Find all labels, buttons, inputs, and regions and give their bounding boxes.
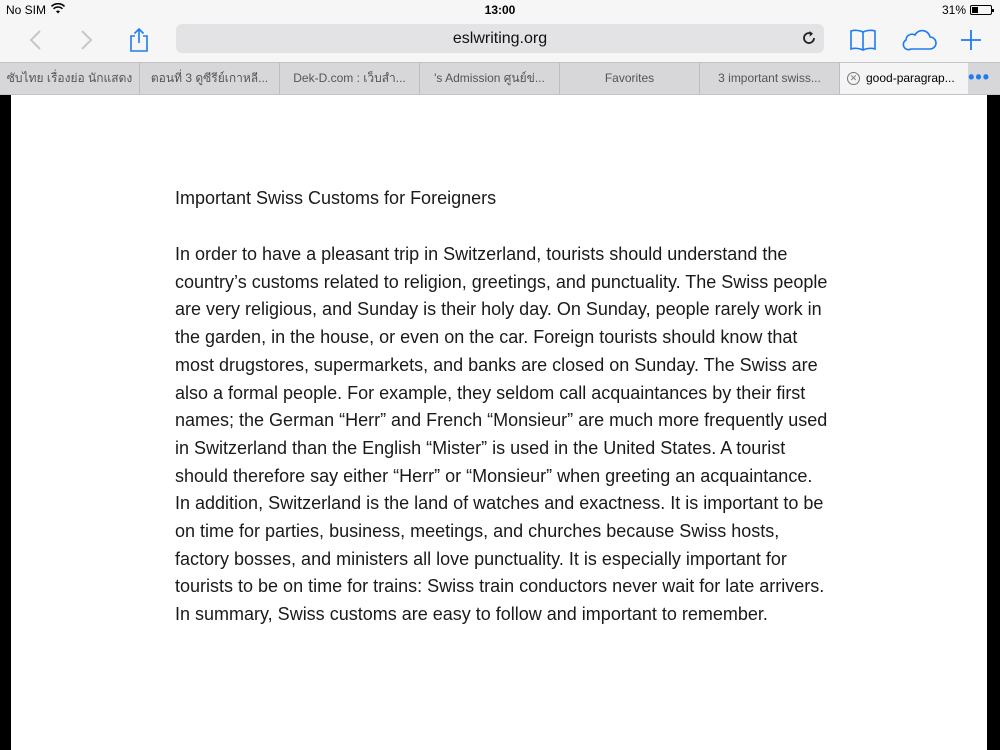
close-tab-icon[interactable]: ✕ [847,72,860,85]
share-button[interactable] [122,24,156,56]
plus-icon [960,29,982,51]
share-icon [128,27,150,53]
book-icon [849,29,877,51]
back-button[interactable] [18,24,52,56]
status-bar [0,0,1000,20]
carrier-label: No SIM [6,3,47,17]
web-page [11,95,987,750]
tab-4[interactable]: 's Admission ศูนย์ข่... [420,63,560,94]
document-title: Important Swiss Customs for Foreigners [175,188,497,208]
chevron-left-icon [28,29,42,51]
tab-favorites[interactable]: Favorites [560,63,700,94]
document-body: In order to have a pleasant trip in Switzerland, tourists should understand the country’s customs related to religion, greetings, and punctuality. The Swiss people are very religious, and Sunday is their holy day. On Sunday, people rarely work in the garden, in the house, or even on the car. Foreign tourists should know that most drugstores, supermarkets, and banks are closed on Sunday. The Swiss are also a formal people. For example, they seldom call acquaintances by their first names; the German “Herr” and French “Monsieur” are much more frequently used in Switzerland than the English “Mister” is used in the United States. A tourist should therefore say either “Herr” or “Monsieur” when greeting an acquaintance. In addition, Switzerland is the land of watches and exactness. It is important to be on time for parties, business, meetings, and churches because Swiss hosts, factory bosses, and ministers all love punctuality. It is especially important for tourists to be on time for trains: Swiss train conductors never wait for late arrivers. In summary, Swiss customs are easy to follow and important to remember. [175,244,828,625]
new-tab-button[interactable] [954,24,988,56]
bookmarks-button[interactable] [846,24,880,56]
tab-6[interactable]: 3 important swiss... [700,63,840,94]
cloud-icon [902,29,938,51]
tab-active[interactable] [840,63,968,94]
tab-2[interactable]: ตอนที่ 3 ดูซีรีย์เกาหลี... [140,63,280,94]
tab-bar [0,62,1000,95]
tab-1[interactable]: ซับไทย เรื่องย่อ นักแสดง [0,63,140,94]
tab-3[interactable]: Dek-D.com : เว็บสำ... [280,63,420,94]
forward-button[interactable] [70,24,104,56]
browser-toolbar [0,20,1000,62]
clock: 13:00 [484,3,516,17]
reload-icon[interactable] [800,29,818,47]
battery-percent: 31% [941,3,966,17]
more-tabs-button[interactable]: ••• [968,67,990,87]
battery-icon [970,5,992,15]
address-bar[interactable] [176,24,824,53]
chevron-right-icon [80,29,94,51]
status-right [942,3,992,17]
active-tab-label: good-paragrap... [866,71,955,85]
icloud-tabs-button[interactable] [900,24,940,56]
battery-fill [972,7,978,13]
url-text: eslwriting.org [452,30,548,47]
